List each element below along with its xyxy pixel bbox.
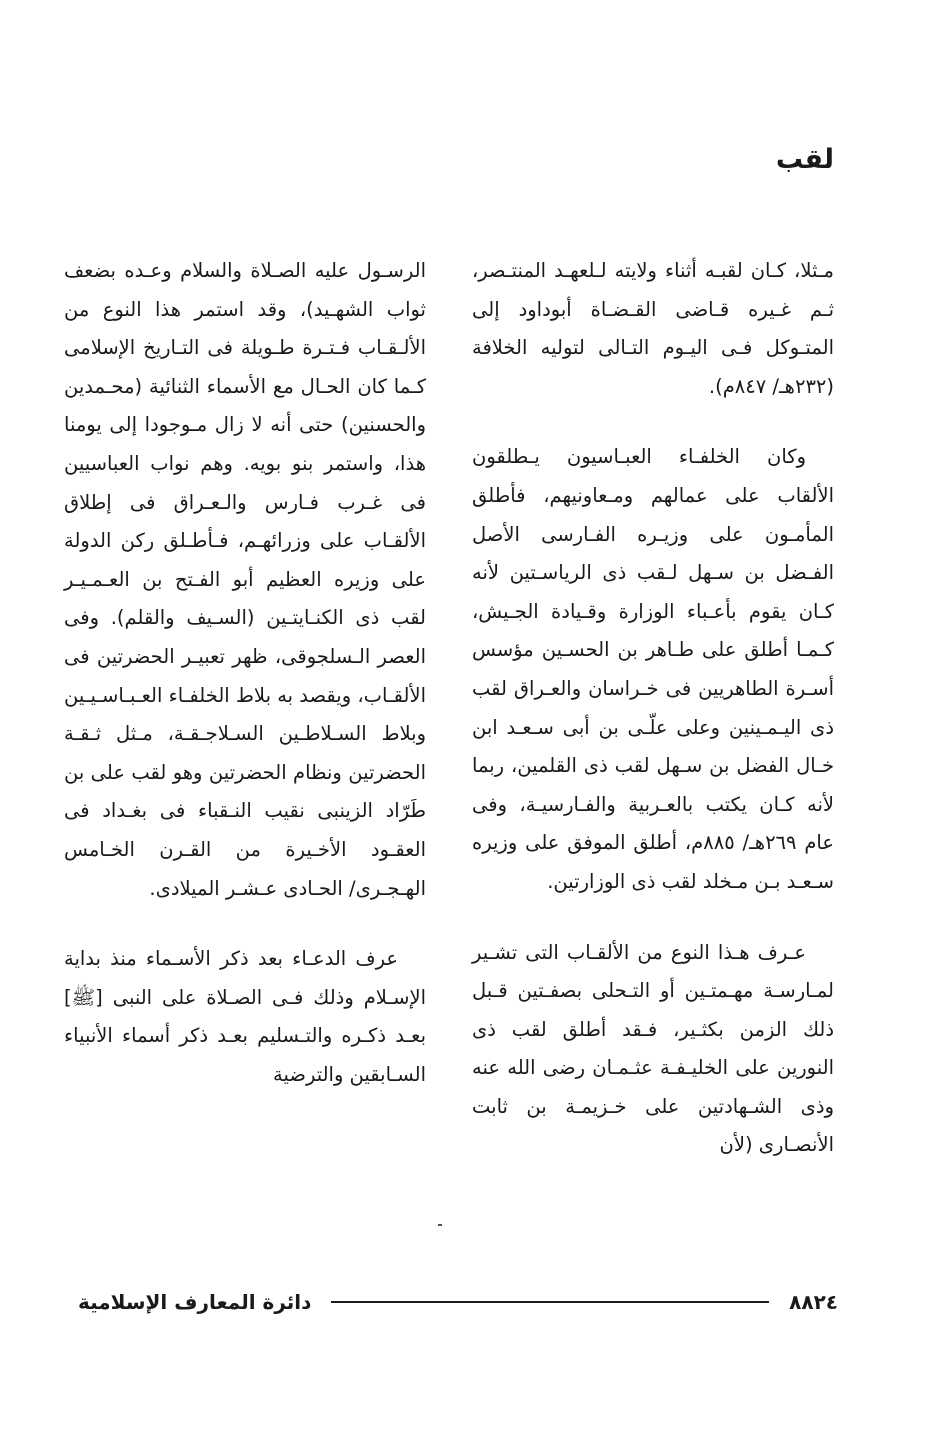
encyclopedia-title: دائرة المعارف الإسلامية: [78, 1290, 312, 1314]
running-header: لقب: [775, 144, 834, 175]
page-number: ٨٨٢٤: [789, 1290, 838, 1314]
page-footer: [78, 1284, 838, 1320]
right-column: [472, 252, 834, 1165]
paragraph: مـثلا، كـان لقبـه أثناء ولايته لـلعهـد المنتـصر، ثـم غـيره قـاضى القـضـاة أبوداود إلى المتـوكل فـى اليـوم التـالى لتوليه الخلافة (٢٣٢هـ/ ٨٤٧م).: [472, 259, 834, 398]
footer-rule: [331, 1301, 769, 1303]
paragraph: وكان الخلفـاء العبـاسيون يـطلقون الألقاب على عمالهم ومـعاونيهم، فأطلق المأمـون على وزيـره الفـارسى الأصل الفـضل بن سـهل لـقب ذى الرياسـتين لأنه كـان يقوم بأعـباء الوزارة وقـيادة الجـيش، كـمـا أطلق على طـاهر بن الحسـين مؤسس أسـرة الطاهريين فى خـراسان والعـراق لقب ذى اليـمـينين وعلى علّـى بن أبى سـعـد ابن خـال الفضل بن سـهل لقب ذى القلمين، ربما لأنه كـان يكتب بالعـربية والفـارسيـة، وفى عام ٢٦٩هـ/ ٨٨٥م، أطلق الموفق على وزيره سـعـد بـن مـخلد لقب ذى الوزارتين.: [472, 445, 834, 893]
left-column: [64, 252, 426, 1094]
paragraph: عـرف هـذا النوع من الألقـاب التى تشـير لمـارسـة مهـمتـين أو التـحلى بصفـتين قـبل ذلك الزمن بكثـير، فـقد أطلق لقب ذى النورين على الخليـفـة عثـمـان رضى الله عنه وذى الشـهادتين على خـزيمـة بن ثابت الأنصـارى (لأن: [472, 940, 834, 1157]
paragraph: عرف الدعـاء بعد ذكر الأسـماء منذ بداية الإسـلام وذلك فـى الصـلاة على النبى [ﷺ] بعـد ذكـره والتـسليم بعـد ذكر أسماء الأنبياء السـابقين والترضية: [64, 947, 426, 1086]
print-speck: [438, 1224, 442, 1226]
paragraph: الرسـول عليه الصـلاة والسلام وعـده بضعف ثواب الشهـيد)، وقد استمر هذا النوع من الألـقـاب فـتـرة طـويلة فى التـاريخ الإسلامى كـما كان الحـال مع الأسماء الثنائية (محـمدين والحسنين) حتى أنه لا زال مـوجودا إلى يومنا هذا، واستمر بنو بويه. وهم نواب العباسيين فى غـرب فـارس والـعـراق فى إطلاق الألقـاب على وزرائهـم، فـأطـلق ركن الدولة على وزيره العظيم أبو الفـتح بن العـمـيـر لقب ذى الكنـايتـين (السـيف والقلم). وفى العصر الـسلجوقى، ظهر تعبيـر الحضرتين فى الألقـاب، ويقصد به بلاط الخلفـاء العـبـاسـيـين وبلاط السـلاطـين السـلاجـقـة، مـثل ثـقـة الحضرتين ونظام الحضرتين وهو لقب على بن طَرّاد الزينبى نقيب النـقباء فى بغـداد فى العقـود الأخـيرة من القـرن الخـامس الهـجـرى/ الحـادى عـشـر الميلادى.: [64, 259, 426, 900]
